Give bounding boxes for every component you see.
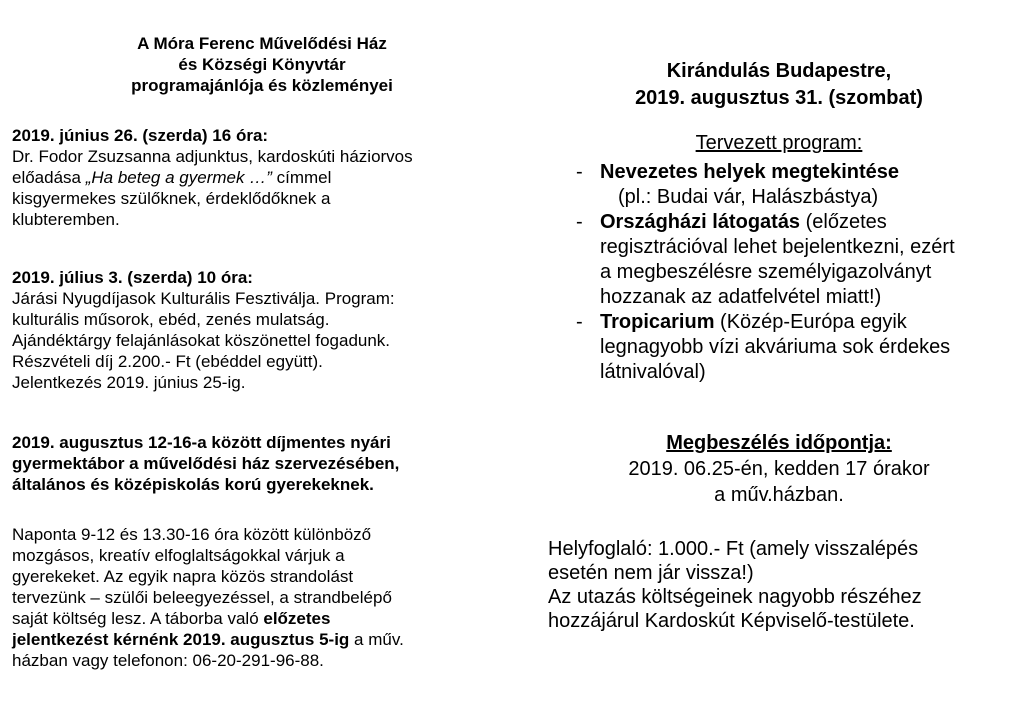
trip-title-line: Kirándulás Budapestre, bbox=[666, 60, 892, 82]
event-text: Dr. Fodor Zsuzsanna adjunktus, kardoskúti háziorvos bbox=[12, 147, 413, 166]
summer-camp-details bbox=[12, 524, 512, 671]
event-text: Ajándéktárgy felajánlásokat köszönettel fogadunk. bbox=[12, 331, 391, 350]
camp-heading-line: 2019. augusztus 12-16-a között díjmentes nyári bbox=[12, 433, 391, 452]
note-line: Helyfoglaló: 1.000.- Ft (amely visszalépés bbox=[548, 538, 919, 560]
plan-item-sights bbox=[548, 160, 1010, 210]
camp-emphasis: jelentkezést kérnénk 2019. augusztus 5-ig bbox=[12, 630, 350, 649]
plan-item-text: (pl.: Budai vár, Halászbástya) bbox=[618, 186, 879, 208]
plan-heading: Tervezett program: bbox=[695, 132, 863, 154]
plan-item-title: Nevezetes helyek megtekintése bbox=[600, 161, 900, 183]
event-heading: 2019. július 3. (szerda) 10 óra: bbox=[12, 268, 253, 287]
plan-item-text: látnivalóval) bbox=[600, 361, 706, 383]
plan-item-text: hozzanak az adatfelvétel miatt!) bbox=[600, 286, 882, 308]
plan-item-text: legnagyobb vízi akváriuma sok érdekes bbox=[600, 336, 951, 358]
camp-emphasis: előzetes bbox=[263, 609, 331, 628]
event-text: Jelentkezés 2019. június 25-ig. bbox=[12, 373, 246, 392]
trip-title-line: 2019. augusztus 31. (szombat) bbox=[635, 87, 923, 109]
event-text: Részvételi díj 2.200.- Ft (ebéddel együtt). bbox=[12, 352, 323, 371]
plan-item-title: Tropicarium (Közép-Európa egyik bbox=[600, 311, 907, 333]
plan-item-tropicarium bbox=[548, 310, 1010, 385]
left-title-line: programajánlója és közleményei bbox=[131, 76, 393, 95]
meeting-info bbox=[548, 430, 1010, 508]
left-title-line: és Községi Könyvtár bbox=[178, 55, 346, 74]
left-title-line: A Móra Ferenc Művelődési Ház bbox=[137, 34, 387, 53]
trip-notes bbox=[548, 537, 1010, 633]
camp-heading-line: általános és középiskolás korú gyerekeknek. bbox=[12, 475, 374, 494]
meeting-text: 2019. 06.25-én, kedden 17 órakor bbox=[628, 458, 930, 480]
event-text: kisgyermekes szülőknek, érdeklődőknek a bbox=[12, 189, 331, 208]
event-text: Járási Nyugdíjasok Kulturális Fesztiválja. Program: bbox=[12, 289, 395, 308]
camp-text: Naponta 9-12 és 13.30-16 óra között különböző bbox=[12, 525, 372, 544]
event-heading: 2019. június 26. (szerda) 16 óra: bbox=[12, 126, 269, 145]
plan-item-text: regisztrációval lehet bejelentkezni, ezért bbox=[600, 236, 955, 258]
list-dash: - bbox=[576, 211, 583, 233]
plan-item-parliament bbox=[548, 210, 1010, 310]
event-july-3 bbox=[12, 267, 512, 393]
note-line: esetén nem jár vissza!) bbox=[548, 562, 754, 584]
camp-text: saját költség lesz. A táborba való előzetes bbox=[12, 609, 331, 628]
plan-item-text: a megbeszélésre személyigazolványt bbox=[600, 261, 932, 283]
left-title bbox=[12, 33, 512, 96]
camp-text: gyerekeket. Az egyik napra közös strandolást bbox=[12, 567, 354, 586]
list-dash: - bbox=[576, 161, 583, 183]
event-june-26 bbox=[12, 125, 512, 230]
trip-title bbox=[548, 58, 1010, 112]
note-line: hozzájárul Kardoskút Képviselő-testülete. bbox=[548, 610, 915, 632]
camp-contact: házban vagy telefonon: 06-20-291-96-88. bbox=[12, 651, 324, 670]
camp-text: tervezünk – szülői beleegyezéssel, a strandbelépő bbox=[12, 588, 392, 607]
event-text: kulturális műsorok, ebéd, zenés mulatság. bbox=[12, 310, 330, 329]
note-line: Az utazás költségeinek nagyobb részéhez bbox=[548, 586, 922, 608]
meeting-text: a műv.házban. bbox=[714, 484, 844, 506]
lecture-title: „Ha beteg a gyermek …” bbox=[85, 168, 272, 187]
meeting-heading: Megbeszélés időpontja: bbox=[666, 432, 892, 454]
plan-list bbox=[548, 160, 1010, 385]
event-text: előadása „Ha beteg a gyermek …” címmel bbox=[12, 168, 332, 187]
camp-text: mozgásos, kreatív elfoglaltságokkal várjuk a bbox=[12, 546, 345, 565]
plan-item-title: Országházi látogatás (előzetes bbox=[600, 211, 887, 233]
camp-text: jelentkezést kérnénk 2019. augusztus 5-ig a műv. bbox=[12, 630, 404, 649]
camp-heading-line: gyermektábor a művelődési ház szervezésében, bbox=[12, 454, 400, 473]
event-text: klubteremben. bbox=[12, 210, 120, 229]
list-dash: - bbox=[576, 311, 583, 333]
summer-camp-heading bbox=[12, 432, 512, 495]
